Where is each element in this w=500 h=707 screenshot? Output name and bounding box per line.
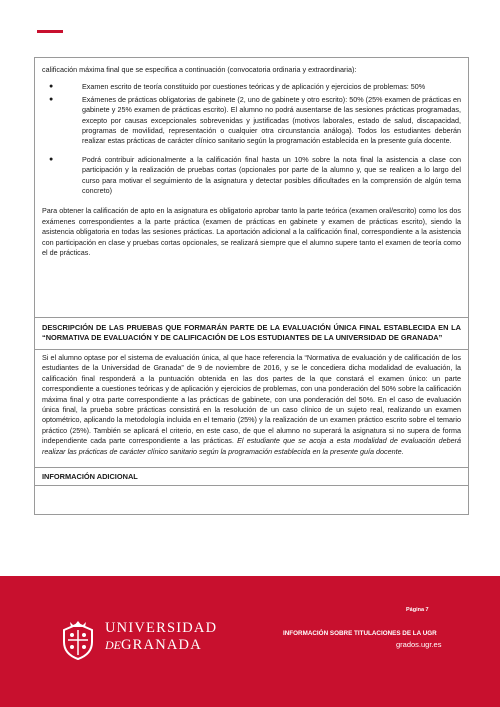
page-number: Página 7 <box>406 607 429 613</box>
bullet-icon: ● <box>49 155 54 163</box>
university-name-granada: GRANADA <box>121 637 202 653</box>
university-name-line2 <box>105 637 202 654</box>
university-name-line1: UNIVERSIDAD <box>105 620 218 636</box>
single-evaluation-italic-note: El estudiante que se acoja a esta modalidad de evaluación deberá realizar las prácticas de carácter clínico sanitario según la programación establecida en la presente guía docente. <box>42 436 461 456</box>
criteria-item: ● Podrá contribuir adicionalmente a la calificación final hasta un 10% sobre la nota final la asistencia a clase con participación y la realización de pruebas cortas (opcionales por parte de la alumno y, que se realicen a lo largo del curso para motivar el seguimiento de la asignatura y detectar posibles dificultades en la comprensión de algún tema concreto) <box>49 154 461 196</box>
evaluation-table <box>34 57 469 515</box>
bullet-icon: ● <box>49 95 54 103</box>
criteria-item: ● Examen escrito de teoría constituido por cuestiones teóricas y de aplicación y ejercicios de problemas: 50% <box>49 82 426 92</box>
criteria-intro: calificación máxima final que se especifica a continuación (convocatoria ordinaria y extraordinaria): <box>42 65 357 74</box>
criteria-closing: Para obtener la calificación de apto en la asignatura es obligatorio aprobar tanto la parte teórica (examen oral/escrito) como los dos exámenes correspondientes a la parte práctica (examen de prácticas en gabinete y examen de prácticas escrito), siendo la asistencia obligatoria en todas las sesiones prácticas. La aportación adicional a la calificación final, correspondiente a la asistencia con participación en clase y pruebas cortas opcionales, se realizará siempre que el alumno supere tanto el examen de teoría como el de prácticas. <box>42 206 461 258</box>
university-name-de: DE <box>105 638 121 652</box>
additional-info-heading: INFORMACIÓN ADICIONAL <box>35 468 468 486</box>
single-evaluation-cell <box>35 350 468 468</box>
evaluation-criteria-cell <box>35 58 468 318</box>
single-evaluation-heading: DESCRIPCIÓN DE LAS PRUEBAS QUE FORMARÁN PARTE DE LA EVALUACIÓN ÚNICA FINAL ESTABLECIDA EN LA “NORMATIVA DE EVALUACIÓN Y DE CALIFICACIÓN DE LOS ESTUDIANTES DE LA UNIVERSIDAD DE GRANADA” <box>35 318 468 350</box>
bullet-icon: ● <box>49 83 54 91</box>
criteria-list <box>42 82 461 196</box>
info-title: INFORMACIÓN SOBRE TITULACIONES DE LA UGR <box>283 630 437 637</box>
additional-info-body <box>35 486 468 514</box>
university-crest-icon <box>56 618 100 662</box>
website-link[interactable]: grados.ugr.es <box>396 640 442 649</box>
criteria-item: ● Exámenes de prácticas obligatorias de gabinete (2, uno de gabinete y otro escrito): 50% (25% examen de prácticas en gabinete y 25% examen de prácticas escrito). El alumno no podrá ausentarse de las sesiones prácticas programadas, excepto por causas excepcionales sobrevenidas y justificadas (motivos laborales, estado de salud, discapacidad, programas de movilidad, representación o cualquier otra circunstancia análoga). Todos los estudiantes deberán realizar estas prácticas de carácter clínico sanitario según la programación establecida en la presente guía docente. <box>49 94 461 146</box>
single-evaluation-body: Si el alumno optase por el sistema de evaluación única, al que hace referencia la “Normativa de evaluación y de calificación de los estudiantes de la Universidad de Granada” de 9 de noviembre de 2016, y se le concediera dicha modalidad de evaluación, la calificación final responderá a la puntuación obtenida en las dos partes de la que constará el examen único: un parte correspondiente a cuestiones teóricas y de aplicación y ejercicios de problemas, con una ponderación del 50% sobre la calificación máxima final y otra parte correspondiente a las prácticas de gabinete, con una ponderación del 50%. En el caso de evaluación única final, la prueba sobre prácticas consistirá en la resolución de un caso clínico de un sujeto real, realizando un examen optométrico, aplicando la metodología incluida en el temario (25%) y la realización de un examen práctico escrito sobre el temario práctico (25%). También se aplicará el criterio, en este caso, de que el alumno no superará la asignatura si no supera de forma independiente cada parte correspondiente a las prácticas. <box>42 353 461 446</box>
top-accent-bar <box>37 30 63 33</box>
